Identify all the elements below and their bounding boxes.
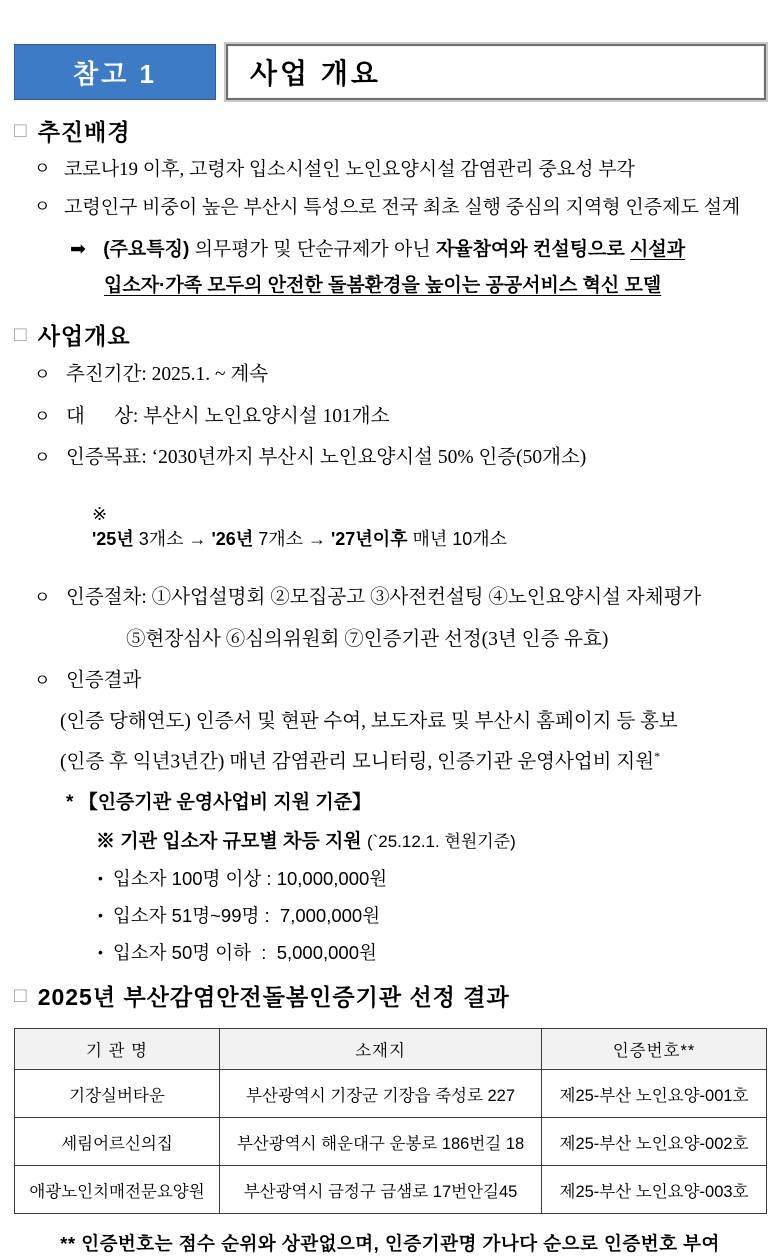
circle-bullet-icon: ㅇ [34,159,51,178]
support-title-text: 【인증기관 운영사업비 지원 기준】 [78,792,372,814]
cert-number: 제25-부산 노인요양-002호 [542,1118,767,1166]
goal-value: ‘2030년까지 부산시 노인요양시설 50% 인증(50개소) [151,447,587,469]
dot-bullet-icon: • [98,944,103,961]
right-arrow-icon: ➡ [70,239,86,261]
feature-label: (주요특징) [103,239,190,261]
circle-bullet-icon: ㅇ [34,670,51,690]
circle-bullet-icon: ㅇ [34,406,51,426]
section-heading-background [14,114,766,147]
section-heading-label: 2025년 부산감염안전돌봄인증기관 선정 결과 [37,984,510,1011]
facility-address: 부산광역시 해운대구 운봉로 186번길 18 [220,1118,542,1166]
page-title: 사업 개요 [226,44,766,100]
year-26: '26년 [206,529,254,550]
background-bullet-1 [34,157,766,183]
feature-note-line2 [104,268,766,304]
background-bullet-2 [34,195,766,221]
tier-2 [98,902,766,928]
feature-underlined-text-1: 시설과 [630,239,686,261]
tier-text: 입소자 51명~99명 : 7,000,000원 [112,905,381,927]
result-line2-text: (인증 후 익년3년간) 매년 감염관리 모니터링, 인증기관 운영사업비 지원 [60,751,655,773]
tier-3 [98,939,766,965]
count-25: 3개소 [133,529,189,550]
facility-name: 기장실버타운 [15,1070,220,1118]
reference-badge: 참고 1 [14,44,216,100]
goal-subnote [72,483,766,572]
item-period [34,361,766,388]
bullet-text: 고령인구 비중이 높은 부산시 특성으로 전국 최초 실행 중심의 지역형 인증제도 설계 [64,196,741,218]
col-header-facility: 기 관 명 [15,1029,220,1070]
facility-address: 부산광역시 기장군 기장읍 죽성로 227 [220,1070,542,1118]
facility-name: 애광노인치매전문요양원 [15,1166,220,1214]
item-goal [34,444,766,471]
reference-mark: ※ [92,504,108,525]
col-header-address: 소재지 [220,1029,542,1070]
item-label: 인증목표: [66,447,147,469]
feature-plain-text: 의무평가 및 단순규제가 아닌 [194,239,431,261]
circle-bullet-icon: ㅇ [34,448,51,468]
feature-bold-text: 자율참여와 컨설팅으로 [435,239,625,261]
section-heading-label: 사업개요 [37,323,131,350]
section-heading-results [14,979,766,1012]
circle-bullet-icon: ㅇ [34,588,51,608]
support-subtitle-text: 기관 입소자 규모별 차등 지원 [120,831,362,853]
procedure-line1: ①사업설명회 ②모집공고 ③사전컨설팅 ④노인요양시설 자체평가 [151,587,702,609]
table-row [15,1166,767,1214]
item-label: 추진기간: [66,364,147,386]
dot-bullet-icon: • [98,870,103,887]
target-value: 부산시 노인요양시설 101개소 [143,405,390,427]
section-heading-overview [14,318,766,351]
tier-1 [98,865,766,891]
circle-bullet-icon: ㅇ [34,365,51,385]
circle-bullet-icon: ㅇ [34,196,51,216]
item-label: 대 상: [66,405,139,427]
tier-text: 입소자 100명 이상 : 10,000,000원 [112,868,388,890]
footnote-asterisk: * [654,748,661,763]
support-subtitle [96,826,766,853]
count-27: 매년 10개소 [407,529,508,550]
arrow-icon: → [188,529,207,550]
procedure-line2: ⑤현장심사 ⑥심의위원회 ⑦인증기관 선정(3년 인증 유효) [126,628,609,650]
table-row [15,1118,767,1166]
reference-mark: ※ [96,831,116,853]
feature-note [70,232,766,304]
cert-number: 제25-부산 노인요양-001호 [542,1070,767,1118]
table-row [15,1070,767,1118]
year-27: '27년이후 [326,529,408,550]
feature-note-line1 [70,232,766,268]
facility-address: 부산광역시 금정구 금샘로 17번안길45 [220,1166,542,1214]
square-bullet-icon: □ [14,118,28,142]
table-header-row [15,1029,767,1070]
arrow-icon: → [308,529,327,550]
square-bullet-icon: □ [14,983,28,1007]
cert-number: 제25-부산 노인요양-003호 [542,1166,767,1214]
table-footnote: ** 인증번호는 점수 순위와 상관없으며, 인증기관명 가나다 순으로 인증번호 부여 [60,1233,720,1255]
square-bullet-icon: □ [14,322,28,346]
feature-underlined-text-2: 입소자·가족 모두의 안전한 돌봄환경을 높이는 공공서비스 혁신 모델 [104,275,662,297]
bullet-text: 코로나19 이후, 고령자 입소시설인 노인요양시설 감염관리 중요성 부각 [64,159,635,180]
col-header-cert-number: 인증번호** [542,1029,767,1070]
count-26: 7개소 [253,529,309,550]
result-line2 [60,748,766,776]
item-result [34,667,766,694]
certified-facilities-table [14,1028,767,1214]
result-line1: (인증 당해연도) 인증서 및 현판 수여, 보도자료 및 부산시 홈페이지 등 홍보 [60,711,678,733]
item-procedure [34,584,766,611]
support-subtitle-note: (`25.12.1. 현원기준) [366,832,516,852]
period-value: 2025.1. ~ 계속 [151,364,269,386]
support-title [66,787,766,814]
tier-text: 입소자 50명 이하 : 5,000,000원 [112,942,377,964]
facility-name: 세림어르신의집 [15,1118,220,1166]
item-label: 인증결과 [66,669,142,691]
section-heading-label: 추진배경 [37,119,131,145]
support-criteria-box [66,787,766,965]
dot-bullet-icon: • [98,907,103,924]
document-header [14,44,766,100]
asterisk-mark: * [66,792,74,814]
item-label: 인증절차: [66,587,147,609]
year-25: '25년 [92,529,134,550]
item-target [34,403,766,430]
